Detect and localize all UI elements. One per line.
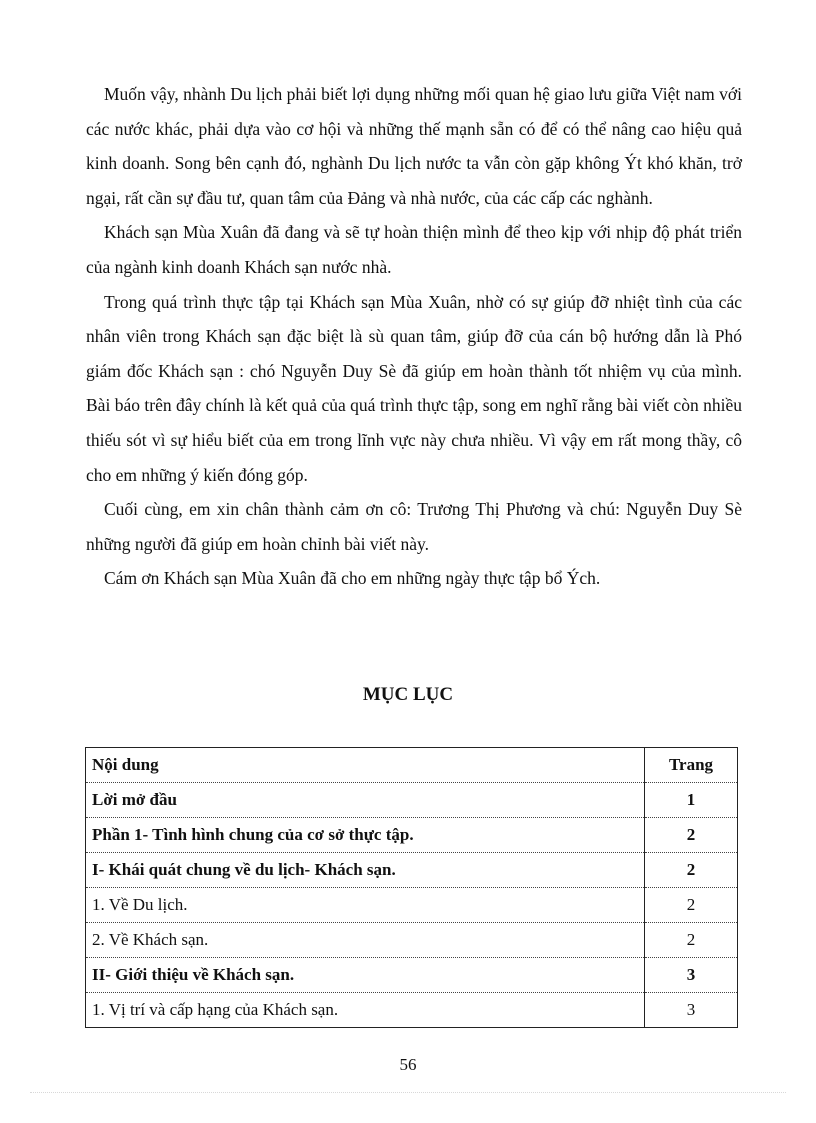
toc-row-content: Lời mở đầu [86, 783, 645, 818]
toc-row-page: 2 [645, 888, 738, 923]
toc-row-page: 2 [645, 923, 738, 958]
page-number: 56 [399, 1055, 417, 1074]
toc-row-page: 2 [645, 853, 738, 888]
toc-row [86, 923, 738, 958]
toc-row-page: 2 [645, 818, 738, 853]
footer-divider [30, 1092, 786, 1093]
toc-row-page: 3 [645, 993, 738, 1028]
toc-row [86, 888, 738, 923]
toc-row-content: II- Giới thiệu về Khách sạn. [86, 958, 645, 993]
toc-row-content: 1. Vị trí và cấp hạng của Khách sạn. [86, 993, 645, 1028]
toc-title: MỤC LỤC [362, 684, 454, 705]
toc-header-page: Trang [645, 748, 738, 783]
paragraph-5: Cám ơn Khách sạn Mùa Xuân đã cho em những ngày thực tập bổ Ých. [104, 568, 601, 589]
toc-header-row [86, 748, 738, 783]
paragraph-4: Cuối cùng, em xin chân thành cảm ơn cô: Trương Thị Phương và chú: Nguyễn Duy Sè những người đã giúp em hoàn chỉnh bài viết này. [86, 499, 742, 554]
toc-table [85, 747, 738, 1028]
toc-row-content: 1. Về Du lịch. [86, 888, 645, 923]
toc-row-page: 3 [645, 958, 738, 993]
paragraph-3: Trong quá trình thực tập tại Khách sạn Mùa Xuân, nhờ có sự giúp đỡ nhiệt tình của các nhân viên trong Khách sạn đặc biệt là sù quan tâm, giúp đỡ của cán bộ hướng dẫn là Phó giám đốc Khách sạn : chó Nguyễn Duy Sè đã giúp em hoàn thành tốt nhiệm vụ của mình. Bài báo trên đây chính là kết quả của quá trình thực tập, song em nghĩ rằng bài viết còn nhiều thiếu sót vì sự hiểu biết của em trong lĩnh vực này chưa nhiều. Vì vậy em rất mong thầy, cô cho em những ý kiến đóng góp. [86, 291, 742, 485]
toc-row [86, 993, 738, 1028]
paragraph-2: Khách sạn Mùa Xuân đã đang và sẽ tự hoàn thiện mình để theo kịp với nhịp độ phát triển của ngành kinh doanh Khách sạn nước nhà. [86, 222, 742, 277]
toc-row-content: 2. Về Khách sạn. [86, 923, 645, 958]
toc-row-page: 1 [645, 783, 738, 818]
toc-header-content: Nội dung [86, 748, 645, 783]
toc-row [86, 958, 738, 993]
toc-row [86, 818, 738, 853]
toc-row [86, 853, 738, 888]
toc-row-content: I- Khái quát chung về du lịch- Khách sạn. [86, 853, 645, 888]
toc-row [86, 783, 738, 818]
paragraph-1: Muốn vậy, nhành Du lịch phải biết lợi dụng những mối quan hệ giao lưu giữa Việt nam với các nước khác, phải dựa vào cơ hội và những thế mạnh sẵn có để có thể nâng cao hiệu quả kinh doanh. Song bên cạnh đó, nghành Du lịch nước ta vẫn còn gặp không Ýt khó khăn, trở ngại, rất cần sự đầu tư, quan tâm của Đảng và nhà nước, của các cấp các nghành. [86, 84, 742, 208]
body-text [86, 77, 742, 596]
toc-row-content: Phần 1- Tình hình chung của cơ sở thực tập. [86, 818, 645, 853]
